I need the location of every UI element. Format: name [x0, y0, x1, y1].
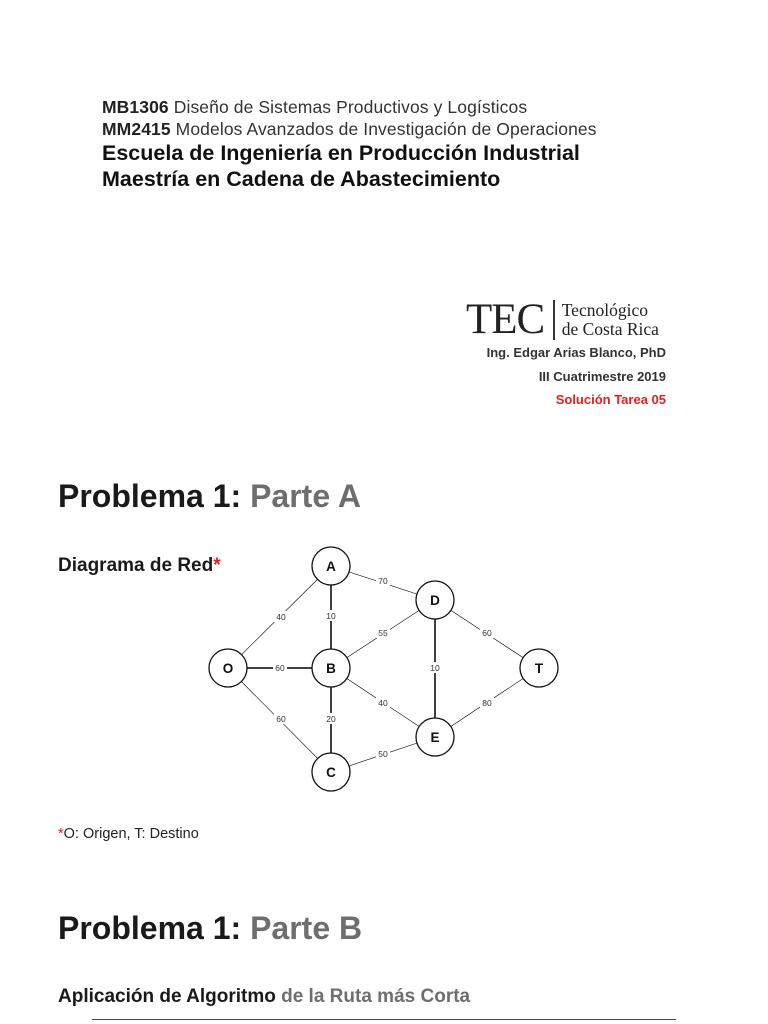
- term: III Cuatrimestre 2019: [538, 369, 666, 384]
- course-name: Diseño de Sistemas Productivos y Logísticos: [173, 97, 528, 117]
- node-label: E: [430, 730, 440, 745]
- edge-weight-o-c: 60: [276, 714, 286, 724]
- node-label: B: [326, 661, 336, 676]
- edge-weight-e-t: 80: [482, 698, 492, 708]
- section-title-part: Parte A: [250, 478, 361, 514]
- section-title-prefix: Problema 1:: [58, 478, 242, 514]
- node-e: [416, 718, 454, 756]
- algorithm-subtitle-grey: de la Ruta más Corta: [281, 986, 471, 1007]
- edge-weight-d-t: 60: [482, 628, 492, 638]
- table-top-rule: [92, 1019, 676, 1020]
- footnote-mark: *: [58, 826, 64, 842]
- node-label: T: [534, 661, 544, 676]
- tec-logo-mark: TEC: [466, 296, 545, 343]
- course-code: MB1306: [102, 97, 169, 117]
- tec-logo-line1: Tecnológico: [561, 300, 648, 320]
- section-title-part: Parte B: [250, 910, 363, 946]
- edge-weight-o-a: 40: [276, 612, 286, 622]
- asterisk-mark: *: [213, 555, 221, 576]
- section-title-b: [58, 910, 362, 947]
- algorithm-subtitle-black: Aplicación de Algoritmo: [58, 986, 276, 1007]
- edge-weight-a-d: 70: [378, 576, 388, 586]
- program-name: Maestría en Cadena de Abastecimiento: [102, 167, 501, 191]
- diagram-subtitle-text: Diagrama de Red: [58, 555, 214, 576]
- assignment-title: Solución Tarea 05: [555, 392, 666, 407]
- edge-weight-o-b: 60: [275, 663, 285, 673]
- edge-weight-b-c: 20: [326, 714, 336, 724]
- edge-weight-d-e: 10: [430, 663, 440, 673]
- node-label: O: [222, 661, 234, 676]
- tec-logo-line2: de Costa Rica: [561, 319, 659, 339]
- node-o: [209, 649, 247, 687]
- course-name: Modelos Avanzados de Investigación de Operaciones: [175, 119, 597, 139]
- edge-weight-b-e: 40: [378, 698, 388, 708]
- edge-weight-b-d: 55: [378, 628, 388, 638]
- node-c: [312, 753, 350, 791]
- node-label: D: [430, 593, 440, 608]
- school-name: Escuela de Ingeniería en Producción Industrial: [102, 141, 580, 165]
- footnote: [58, 826, 199, 842]
- node-d: [416, 581, 454, 619]
- node-label: C: [326, 765, 336, 780]
- edge-weights: [273, 575, 494, 759]
- section-title-prefix: Problema 1:: [58, 910, 242, 946]
- node-label: A: [326, 559, 336, 574]
- edge-weight-a-b: 10: [326, 611, 336, 621]
- footnote-text: O: Origen, T: Destino: [63, 826, 199, 842]
- node-b: [312, 649, 350, 687]
- author: Ing. Edgar Arias Blanco, PhD: [486, 345, 666, 360]
- node-a: [312, 547, 350, 585]
- algorithm-subtitle: [58, 986, 470, 1008]
- course-code: MM2415: [102, 119, 171, 139]
- node-t: [520, 649, 558, 687]
- edge-weight-c-e: 50: [378, 749, 388, 759]
